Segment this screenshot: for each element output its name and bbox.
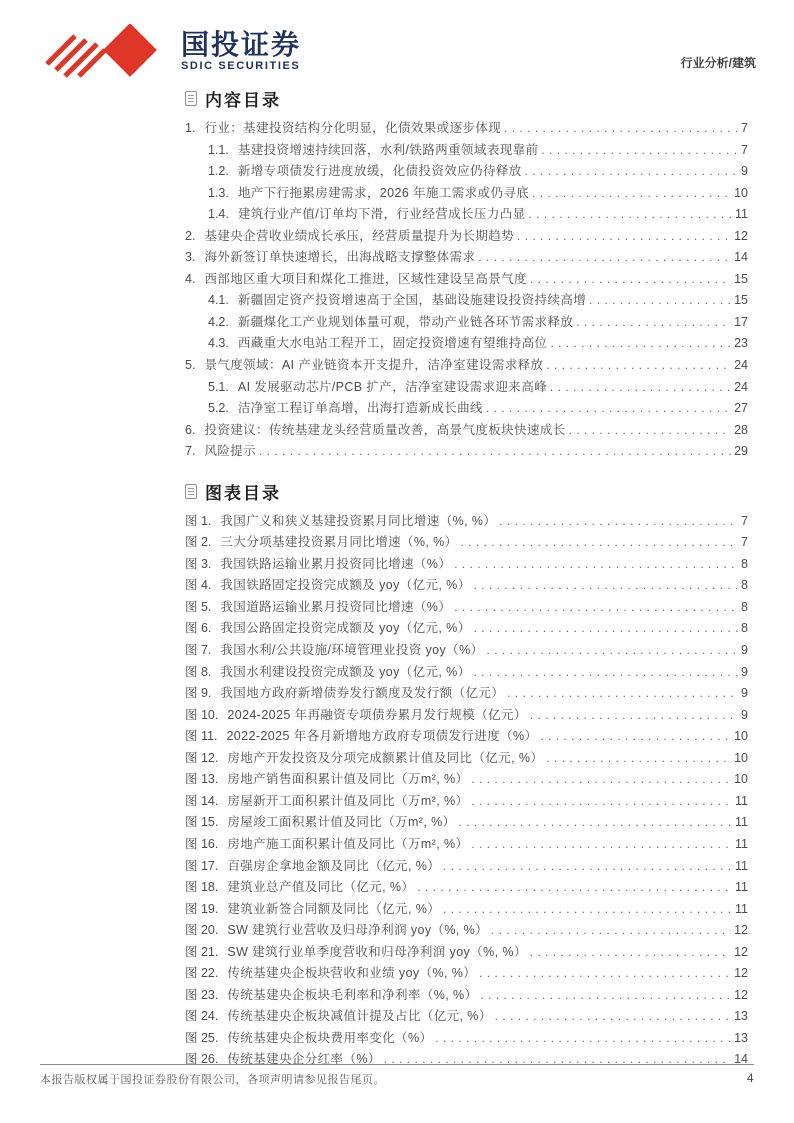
toc-item-page: 27	[734, 401, 748, 416]
figure-item[interactable]	[185, 769, 748, 791]
toc-item-title: 洁净室工程订单高增，出海打造新成长曲线	[237, 401, 483, 416]
dot-leader	[259, 442, 731, 464]
figure-item-page: 12	[734, 966, 748, 981]
dot-leader	[471, 770, 731, 792]
toc-item[interactable]	[185, 269, 748, 291]
toc-item-title: AI 发展驱动芯片/PCB 扩产，洁净室建设需求迎来高峰	[237, 379, 547, 394]
toc-item-title: 景气度领域：AI 产业链资本开支提升，洁净室建设需求释放	[204, 358, 544, 373]
figure-item[interactable]	[185, 963, 748, 985]
figure-item-number: 图 4.	[185, 578, 212, 593]
figure-item-title: 我国水利/公共设施/环境管理业投资 yoy（%）	[220, 643, 484, 658]
toc-item-title: 西部地区重大项目和煤化工推进，区域性建设呈高景气度	[204, 271, 527, 286]
dot-leader	[541, 141, 738, 163]
figure-item-title: 我国广义和狭义基建投资累月同比增速（%, %）	[220, 513, 497, 528]
toc-item-title: 基建央企营收业绩成长承压，经营质量提升为长期趋势	[204, 228, 515, 243]
dot-leader	[491, 921, 731, 943]
dot-leader	[443, 900, 732, 922]
toc-item-title: 新疆煤化工产业规划体量可观，带动产业链各环节需求释放	[237, 314, 574, 329]
figure-item-title: SW 建筑行业营收及归母净利润 yoy（%, %）	[227, 923, 489, 938]
figure-item[interactable]	[185, 1049, 748, 1071]
figure-item-number: 图 12.	[185, 750, 219, 765]
toc-item[interactable]	[185, 290, 748, 312]
dot-leader	[507, 684, 738, 706]
figure-item-number: 图 2.	[185, 535, 212, 550]
dot-leader	[517, 227, 731, 249]
figure-item-title: 我国铁路运输业累月投资同比增速（%）	[220, 556, 452, 571]
logo-text-cn: 国投证券	[181, 28, 302, 60]
figure-item[interactable]	[185, 877, 748, 899]
dot-leader	[532, 184, 731, 206]
dot-leader	[474, 619, 738, 641]
contents-section	[185, 86, 748, 463]
figure-item[interactable]	[185, 942, 748, 964]
figure-item-number: 图 13.	[185, 772, 219, 787]
toc-item-page: 12	[734, 228, 748, 243]
figure-item-title: 我国水利建设投资完成额及 yoy（亿元, %）	[220, 664, 471, 679]
toc-item-page: 28	[734, 422, 748, 437]
figure-item-page: 11	[735, 815, 748, 830]
figure-item-page: 11	[735, 880, 748, 895]
toc-item-page: 14	[734, 250, 748, 265]
dot-leader	[478, 248, 731, 270]
figure-item-number: 图 10.	[185, 707, 219, 722]
figure-item-title: 我国地方政府新增债券发行额度及发行额（亿元）	[220, 686, 505, 701]
toc-item-number: 4.3.	[208, 336, 229, 351]
figure-item-page: 14	[734, 1052, 748, 1067]
figure-item-number: 图 5.	[185, 599, 212, 614]
figure-item[interactable]	[185, 791, 748, 813]
dot-leader	[540, 727, 731, 749]
figure-item-title: 房地产销售面积累计值及同比（万m², %）	[227, 772, 469, 787]
toc-item[interactable]	[185, 333, 748, 355]
dot-leader	[417, 878, 732, 900]
contents-heading	[185, 86, 748, 111]
toc-item-number: 5.1.	[208, 379, 229, 394]
figure-item-title: 传统基建央企板块费用率变化（%）	[227, 1030, 433, 1045]
figure-item-title: 传统基建央企板块营收和业绩 yoy（%, %）	[227, 966, 477, 981]
figure-item[interactable]	[185, 575, 748, 597]
figure-item[interactable]	[185, 662, 748, 684]
figure-item[interactable]	[185, 1006, 748, 1028]
toc-item-page: 23	[734, 336, 748, 351]
toc-item-page: 24	[734, 379, 748, 394]
figure-item-page: 11	[735, 901, 748, 916]
page-footer	[40, 1071, 754, 1087]
figure-item-page: 7	[741, 535, 748, 550]
figure-item-number: 图 26.	[185, 1052, 219, 1067]
figure-item[interactable]	[185, 899, 748, 921]
toc-item-title: 基建投资增速持续回落，水利/铁路两重领域表现靠前	[237, 142, 539, 157]
toc-item-page: 10	[734, 185, 748, 200]
figure-item[interactable]	[185, 1028, 748, 1050]
figure-item-number: 图 9.	[185, 686, 212, 701]
figure-item-page: 10	[734, 729, 748, 744]
toc-item-number: 1.4.	[208, 207, 229, 222]
figure-item[interactable]	[185, 920, 748, 942]
figure-item[interactable]	[185, 856, 748, 878]
figure-item-number: 图 14.	[185, 793, 219, 808]
figure-item[interactable]	[185, 726, 748, 748]
dot-leader	[504, 119, 738, 141]
company-logo	[45, 24, 301, 78]
toc-item-number: 1.2.	[208, 164, 229, 179]
toc-item-number: 7.	[185, 444, 196, 459]
toc-item[interactable]	[185, 398, 748, 420]
dot-leader	[479, 964, 731, 986]
toc-item-number: 5.	[185, 358, 196, 373]
figure-item-page: 9	[741, 664, 748, 679]
figure-item-page: 12	[734, 923, 748, 938]
dot-leader	[576, 313, 731, 335]
figure-item[interactable]	[185, 812, 748, 834]
toc-item-page: 15	[734, 293, 748, 308]
figure-item-number: 图 17.	[185, 858, 219, 873]
figures-heading	[185, 479, 748, 504]
figures-list	[185, 511, 748, 1071]
figure-item-page: 13	[734, 1009, 748, 1024]
figure-item[interactable]	[185, 640, 748, 662]
figure-item-title: 我国铁路固定投资完成额及 yoy（亿元, %）	[220, 578, 471, 593]
toc-item-number: 5.2.	[208, 401, 229, 416]
toc-item-title: 新疆固定资产投资增速高于全国，基础设施建设投资持续高增	[237, 293, 587, 308]
dot-leader	[384, 1050, 731, 1072]
figure-item-number: 图 21.	[185, 944, 219, 959]
contents-list	[185, 118, 748, 463]
toc-item[interactable]	[185, 140, 748, 162]
report-category-label: 行业分析/建筑	[680, 56, 756, 70]
footer-disclaimer: 本报告版权属于国投证券股份有限公司，各项声明请参见报告尾页。	[40, 1074, 385, 1086]
dot-leader	[550, 378, 731, 400]
figure-item-title: 三大分项基建投资累月同比增速（%, %）	[220, 535, 458, 550]
toc-item-number: 4.1.	[208, 293, 229, 308]
figure-item-title: 建筑业新签合同额及同比（亿元, %）	[227, 901, 441, 916]
toc-item[interactable]	[185, 226, 748, 248]
dot-leader	[474, 576, 738, 598]
toc-item-page: 11	[735, 207, 748, 222]
toc-item[interactable]	[185, 377, 748, 399]
figure-item[interactable]	[185, 683, 748, 705]
figure-item[interactable]	[185, 985, 748, 1007]
dot-leader	[589, 291, 731, 313]
dot-leader	[499, 512, 738, 534]
dot-leader	[525, 162, 738, 184]
figure-item-number: 图 1.	[185, 513, 212, 528]
figures-title: 图表目录	[205, 483, 281, 503]
toc-item-title: 西藏重大水电站工程开工，固定投资增速有望维持高位	[237, 336, 548, 351]
figure-item-title: 房屋新开工面积累计值及同比（万m², %）	[227, 793, 469, 808]
toc-item-number: 6.	[185, 422, 196, 437]
dot-leader	[569, 421, 731, 443]
figure-item-page: 11	[735, 836, 748, 851]
figure-item-page: 10	[734, 772, 748, 787]
toc-item-title: 行业：基建投资结构分化明显，化债效果或逐步体现	[204, 121, 502, 135]
figure-item[interactable]	[185, 511, 748, 533]
dot-leader	[443, 857, 732, 879]
figure-item-number: 图 22.	[185, 966, 219, 981]
figure-item-page: 9	[741, 707, 748, 722]
logo-text-en: SDIC SECURITIES	[181, 59, 301, 72]
figure-item-page: 11	[735, 793, 748, 808]
figure-item[interactable]	[185, 618, 748, 640]
figure-item[interactable]	[185, 705, 748, 727]
figure-item-page: 11	[735, 858, 748, 873]
dot-leader	[454, 555, 738, 577]
figure-item-title: 建筑业总产值及同比（亿元, %）	[227, 880, 415, 895]
main-content	[185, 86, 748, 1071]
figure-item-number: 图 6.	[185, 621, 212, 636]
dot-leader	[546, 356, 731, 378]
dot-leader	[471, 792, 732, 814]
document-list-icon	[185, 91, 197, 106]
footer-divider	[40, 1064, 754, 1065]
toc-item-page: 29	[734, 444, 748, 459]
toc-item[interactable]	[185, 355, 748, 377]
sdic-logo-icon	[45, 24, 173, 78]
toc-item-page: 9	[741, 164, 748, 179]
figure-item-title: 我国公路固定投资完成额及 yoy（亿元, %）	[220, 621, 471, 636]
dot-leader	[471, 835, 732, 857]
toc-item-title: 建筑行业产值/订单均下滑，行业经营成长压力凸显	[237, 207, 526, 222]
dot-leader	[435, 1029, 731, 1051]
toc-item-number: 1.	[185, 121, 196, 135]
figure-item-page: 8	[741, 556, 748, 571]
figure-item-title: 我国道路运输业累月投资同比增速（%）	[220, 599, 452, 614]
figure-item-number: 图 18.	[185, 880, 219, 895]
figure-item-number: 图 3.	[185, 556, 212, 571]
toc-item[interactable]	[185, 183, 748, 205]
figure-item-title: 传统基建央企板块减值计提及占比（亿元, %）	[227, 1009, 492, 1024]
toc-item[interactable]	[185, 161, 748, 183]
dot-leader	[480, 986, 731, 1008]
toc-item-title: 海外新签订单快速增长，出海战略支撑整体需求	[204, 250, 476, 265]
figure-item-title: 2024-2025 年再融资专项债券累月发行规模（亿元）	[227, 707, 527, 722]
figure-item[interactable]	[185, 532, 748, 554]
dot-leader	[459, 813, 733, 835]
figure-item[interactable]	[185, 597, 748, 619]
dot-leader	[461, 533, 738, 555]
figure-item-page: 10	[734, 750, 748, 765]
toc-item-number: 1.1.	[208, 142, 229, 157]
figure-item-page: 8	[741, 578, 748, 593]
toc-item-page: 7	[741, 121, 748, 135]
toc-item-number: 2.	[185, 228, 196, 243]
toc-item-page: 17	[734, 314, 748, 329]
figure-item-number: 图 25.	[185, 1030, 219, 1045]
figure-item[interactable]	[185, 554, 748, 576]
figure-item-number: 图 20.	[185, 923, 219, 938]
toc-item-title: 风险提示	[204, 444, 257, 459]
figure-item-page: 9	[741, 643, 748, 658]
page-number: 4	[746, 1071, 754, 1085]
figure-item-title: 房地产施工面积累计值及同比（万m², %）	[227, 836, 469, 851]
toc-item[interactable]	[185, 118, 748, 140]
figure-item-page: 9	[741, 686, 748, 701]
figure-item[interactable]	[185, 748, 748, 770]
figure-item-page: 8	[741, 599, 748, 614]
dot-leader	[530, 943, 731, 965]
figure-item-number: 图 19.	[185, 901, 219, 916]
toc-item-page: 24	[734, 358, 748, 373]
toc-item-number: 4.2.	[208, 314, 229, 329]
dot-leader	[487, 641, 739, 663]
dot-leader	[530, 706, 738, 728]
toc-item-title: 新增专项债发行进度放缓，化债投资效应仍待释放	[237, 164, 522, 179]
dot-leader	[495, 1007, 731, 1029]
figures-section	[185, 479, 748, 1071]
contents-title: 内容目录	[205, 91, 281, 110]
toc-item-number: 1.3.	[208, 185, 229, 200]
figure-item-title: 百强房企拿地金额及同比（亿元, %）	[227, 858, 441, 873]
dot-leader	[486, 399, 731, 421]
toc-item[interactable]	[185, 312, 748, 334]
dot-leader	[546, 749, 731, 771]
toc-item[interactable]	[185, 204, 748, 226]
figure-item-number: 图 7.	[185, 643, 212, 658]
toc-item[interactable]	[185, 247, 748, 269]
toc-item-page: 7	[741, 142, 748, 157]
toc-item-title: 地产下行拖累房建需求，2026 年施工需求或仍寻底	[237, 185, 530, 200]
figure-item-page: 12	[734, 944, 748, 959]
figure-item[interactable]	[185, 834, 748, 856]
figure-item-number: 图 15.	[185, 815, 219, 830]
figure-item-page: 7	[741, 513, 748, 528]
dot-leader	[474, 663, 738, 685]
figure-item-title: 传统基建央企分红率（%）	[227, 1052, 381, 1067]
toc-item-number: 3.	[185, 250, 196, 265]
figure-item-page: 8	[741, 621, 748, 636]
dot-leader	[529, 205, 732, 227]
toc-item-number: 4.	[185, 271, 196, 286]
figure-item-number: 图 8.	[185, 664, 212, 679]
figure-item-page: 12	[734, 987, 748, 1002]
document-list-icon	[185, 484, 197, 499]
toc-item-page: 15	[734, 271, 748, 286]
toc-item[interactable]	[185, 441, 748, 463]
figure-item-title: 2022-2025 年各月新增地方政府专项债发行进度（%）	[226, 729, 538, 744]
toc-item-title: 投资建议：传统基建龙头经营质量改善，高景气度板块快速成长	[204, 422, 566, 437]
toc-item[interactable]	[185, 420, 748, 442]
dot-leader	[550, 334, 731, 356]
figure-item-number: 图 16.	[185, 836, 219, 851]
figure-item-number: 图 23.	[185, 987, 219, 1002]
figure-item-number: 图 24.	[185, 1009, 219, 1024]
dot-leader	[454, 598, 738, 620]
figure-item-number: 图 11.	[185, 729, 218, 744]
figure-item-title: 房地产开发投资及分项完成额累计值及同比（亿元, %）	[227, 750, 544, 765]
figure-item-title: SW 建筑行业单季度营收和归母净利润 yoy（%, %）	[227, 944, 527, 959]
figure-item-page: 13	[734, 1030, 748, 1045]
dot-leader	[530, 270, 731, 292]
figure-item-title: 房屋竣工面积累计值及同比（万m², %）	[227, 815, 456, 830]
figure-item-title: 传统基建央企板块毛利率和净利率（%, %）	[227, 987, 478, 1002]
